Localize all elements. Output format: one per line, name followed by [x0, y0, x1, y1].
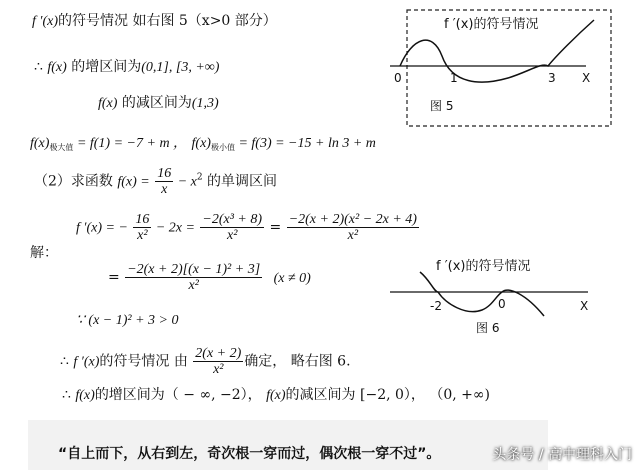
line-text: 的减区间为	[117, 95, 192, 111]
denominator: x	[161, 182, 168, 197]
line-text: 的增区间为	[66, 59, 142, 75]
denominator: x²	[137, 228, 148, 243]
interval-text: (0,1], [3, +∞)	[141, 60, 220, 75]
fig6-label-neg2: -2	[430, 299, 442, 313]
numerator: 16	[135, 212, 150, 227]
line-extrema	[30, 134, 376, 157]
interval-text: (1,3)	[191, 96, 219, 111]
numerator: −2(x + 2)[(x − 1)² + 3]	[127, 262, 261, 277]
denominator: x²	[227, 228, 238, 243]
fig5-label-1: 1	[450, 71, 458, 85]
line-decreasing-interval	[98, 94, 219, 113]
numerator: −2(x³ + 8)	[202, 212, 263, 227]
line-because: ∵ (x − 1)² + 3 > 0	[76, 313, 179, 328]
fig6-axis-label: X	[580, 299, 589, 313]
max-value: = f(1) = −7 + m ，	[73, 136, 188, 151]
fig6-caption: 图 6	[476, 321, 500, 335]
line-text: 的增区间为（ − ∞, −2），	[94, 387, 262, 403]
denominator: x²	[213, 362, 224, 377]
line-text: 的单调区间	[202, 173, 278, 190]
fig6-label-0: 0	[498, 297, 506, 311]
fig5-title: f ′(x)的符号情况	[444, 17, 539, 32]
fraction	[125, 262, 262, 293]
line-text: − x	[174, 174, 197, 190]
figure-5	[380, 6, 620, 130]
line-derivative	[76, 212, 420, 243]
condition-text: (x ≠ 0)	[273, 270, 311, 286]
fig5-caption: 图 5	[430, 99, 454, 113]
fx-symbol: f(x) =	[117, 174, 150, 190]
line-text: 的减区间为 [−2, 0）， （0, +∞)	[285, 387, 491, 403]
rule-quote: “自上而下，从右到左，奇次根一穿而过，偶次根一穿不过”。	[58, 446, 441, 462]
fx-symbol: f(x)	[47, 60, 67, 75]
numerator: 2(x + 2)	[195, 346, 242, 361]
denominator: x²	[188, 278, 199, 293]
fprime-symbol: f ′(x)	[73, 354, 100, 370]
line-text: =	[265, 219, 282, 236]
max-subscript: 极大值	[49, 143, 74, 152]
fprime-symbol: f ′(x)	[32, 14, 58, 29]
fx-symbol: f(x)	[266, 388, 286, 403]
line-problem-2	[34, 166, 277, 197]
line-text: （2）求函数	[34, 173, 118, 190]
min-subscript: 极小值	[210, 143, 235, 152]
watermark: 头条号 / 高中理科入门	[492, 447, 632, 463]
therefore-symbol: ∴	[34, 59, 43, 75]
fraction	[287, 212, 419, 243]
line-text: =	[108, 269, 120, 286]
therefore-symbol: ∴	[62, 387, 71, 403]
fraction	[155, 166, 173, 197]
denominator: x²	[347, 228, 359, 243]
fx-symbol: f(x)	[191, 136, 211, 151]
fig5-axis-label: X	[582, 71, 591, 85]
line-text: 的符号情况 由	[99, 353, 188, 370]
fx-symbol: f(x)	[98, 96, 118, 111]
line-text: 的符号情况 如右图 5（x>0 部分）	[58, 13, 277, 29]
line-increasing-interval	[34, 58, 219, 77]
therefore-symbol: ∴	[60, 353, 69, 370]
line-monotonic-intervals	[62, 386, 490, 405]
fig5-label-3: 3	[548, 71, 556, 85]
fig6-title: f ′(x)的符号情况	[436, 259, 531, 274]
line-text: − 2x =	[152, 220, 195, 236]
solution-label: 解：	[30, 245, 58, 261]
numerator: 16	[157, 166, 172, 181]
min-value: = f(3) = −15 + ln 3 + m	[234, 136, 376, 151]
line-sign-intro	[32, 12, 277, 31]
line-derivative-factored	[108, 262, 311, 293]
figure-6	[380, 252, 610, 338]
numerator: −2(x + 2)(x² − 2x + 4)	[288, 212, 417, 227]
fraction	[133, 212, 151, 243]
fraction	[200, 212, 264, 243]
derivative-lhs: f ′(x) = −	[76, 220, 128, 236]
exponent: 2	[196, 172, 203, 183]
fig5-label-0: 0	[394, 71, 402, 85]
fx-symbol: f(x)	[75, 388, 95, 403]
fx-symbol: f(x)	[30, 136, 50, 151]
fraction	[193, 346, 243, 377]
line-text: 确定， 略右图 6.	[244, 353, 351, 370]
line-sign-determined	[60, 346, 351, 377]
